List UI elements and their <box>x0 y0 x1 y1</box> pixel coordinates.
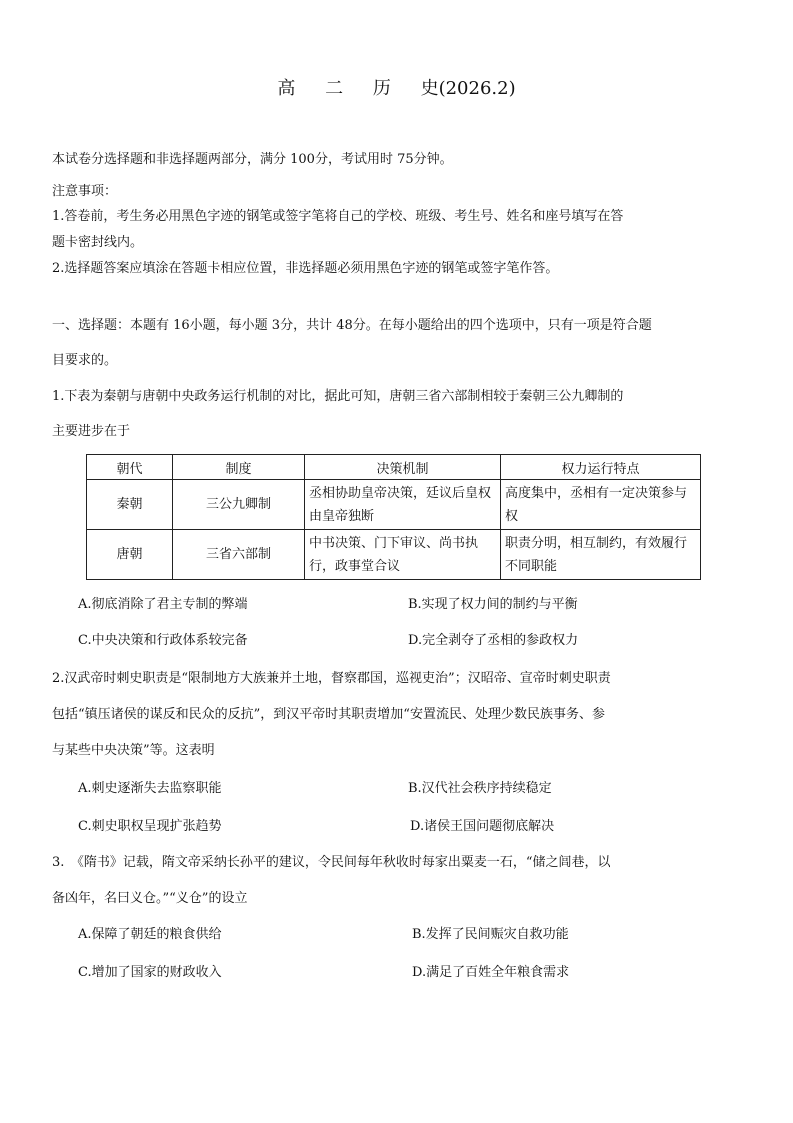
q2-option-d: D.诸侯王国问题彻底解决 <box>410 819 555 834</box>
q3-option-b: B.发挥了民间赈灾自救功能 <box>412 927 569 942</box>
table-cell: 唐朝 <box>87 530 173 580</box>
table-cell: 三省六部制 <box>173 530 305 580</box>
q1-option-d: D.完全剥夺了丞相的参政权力 <box>408 633 579 648</box>
notice-item-2: 2.选择题答案应填涂在答题卡相应位置，非选择题必须用黑色字迹的钢笔或签字笔作答。 <box>52 261 559 276</box>
q1-stem: 1.下表为秦朝与唐朝中央政务运行机制的对比，据此可知，唐朝三省六部制相较于秦朝三公九卿制的 <box>52 389 624 404</box>
exam-info: 本试卷分选择题和非选择题两部分，满分 100分，考试用时 75分钟。 <box>52 152 453 167</box>
q2-option-b: B.汉代社会秩序持续稳定 <box>408 781 552 796</box>
title-char: 高 <box>277 78 296 99</box>
notice-item-1-cont: 题卡密封线内。 <box>52 235 144 250</box>
comparison-table <box>86 454 701 580</box>
q2-option-c: C.刺史职权呈现扩张趋势 <box>78 819 222 834</box>
table-header: 制度 <box>173 455 305 480</box>
table-header: 朝代 <box>87 455 173 480</box>
table-header: 权力运行特点 <box>501 455 701 480</box>
q3-option-c: C.增加了国家的财政收入 <box>78 965 222 980</box>
title-char: 二 <box>325 78 344 99</box>
q2-option-a: A.刺史逐渐失去监察职能 <box>78 781 222 796</box>
notice-heading: 注意事项： <box>52 184 118 199</box>
q1-option-a: A.彻底消除了君主专制的弊端 <box>78 597 248 612</box>
table-header: 决策机制 <box>305 455 501 480</box>
q1-stem-cont: 主要进步在于 <box>52 424 131 439</box>
title-char: 史(2026.2) <box>420 78 516 99</box>
table-row <box>87 530 701 580</box>
table-cell: 三公九卿制 <box>173 480 305 530</box>
table-cell: 中书决策、门下审议、尚书执行，政事堂合议 <box>305 530 501 580</box>
notice-item-1: 1.答卷前，考生务必用黑色字迹的钢笔或签字笔将自己的学校、班级、考生号、姓名和座号填写在答 <box>52 209 624 224</box>
section-heading: 一、选择题：本题有 16小题，每小题 3分，共计 48分。在每小题给出的四个选项中，只有一项是符合题 <box>52 318 652 333</box>
q3-stem-cont: 备凶年，名曰义仓。”“义仓”的设立 <box>52 891 248 906</box>
table-cell: 丞相协助皇帝决策，廷议后皇权由皇帝独断 <box>305 480 501 530</box>
page-title <box>0 74 793 100</box>
title-char: 历 <box>372 78 391 99</box>
q1-option-c: C.中央决策和行政体系较完备 <box>78 633 248 648</box>
q2-stem-cont: 包括“镇压诸侯的谋反和民众的反抗”，到汉平帝时其职责增加“安置流民、处理少数民族事务、参 <box>52 707 605 722</box>
table-cell: 秦朝 <box>87 480 173 530</box>
q1-option-b: B.实现了权力间的制约与平衡 <box>408 597 578 612</box>
q3-option-a: A.保障了朝廷的粮食供给 <box>78 927 222 942</box>
q3-stem: 3. 《隋书》记载，隋文帝采纳长孙平的建议，令民间每年秋收时每家出粟麦一石，“储之闾巷，以 <box>52 855 611 870</box>
table-cell: 职责分明，相互制约，有效履行不同职能 <box>501 530 701 580</box>
section-heading-cont: 目要求的。 <box>52 353 118 368</box>
q2-stem: 2.汉武帝时刺史职责是“限制地方大族兼并土地，督察郡国，巡视吏治”；汉昭帝、宣帝时刺史职责 <box>52 671 611 686</box>
table-cell: 高度集中，丞相有一定决策参与权 <box>501 480 701 530</box>
q3-option-d: D.满足了百姓全年粮食需求 <box>412 965 570 980</box>
table-row <box>87 480 701 530</box>
table-header-row <box>87 455 701 480</box>
q2-stem-cont: 与某些中央决策”等。这表明 <box>52 743 215 758</box>
